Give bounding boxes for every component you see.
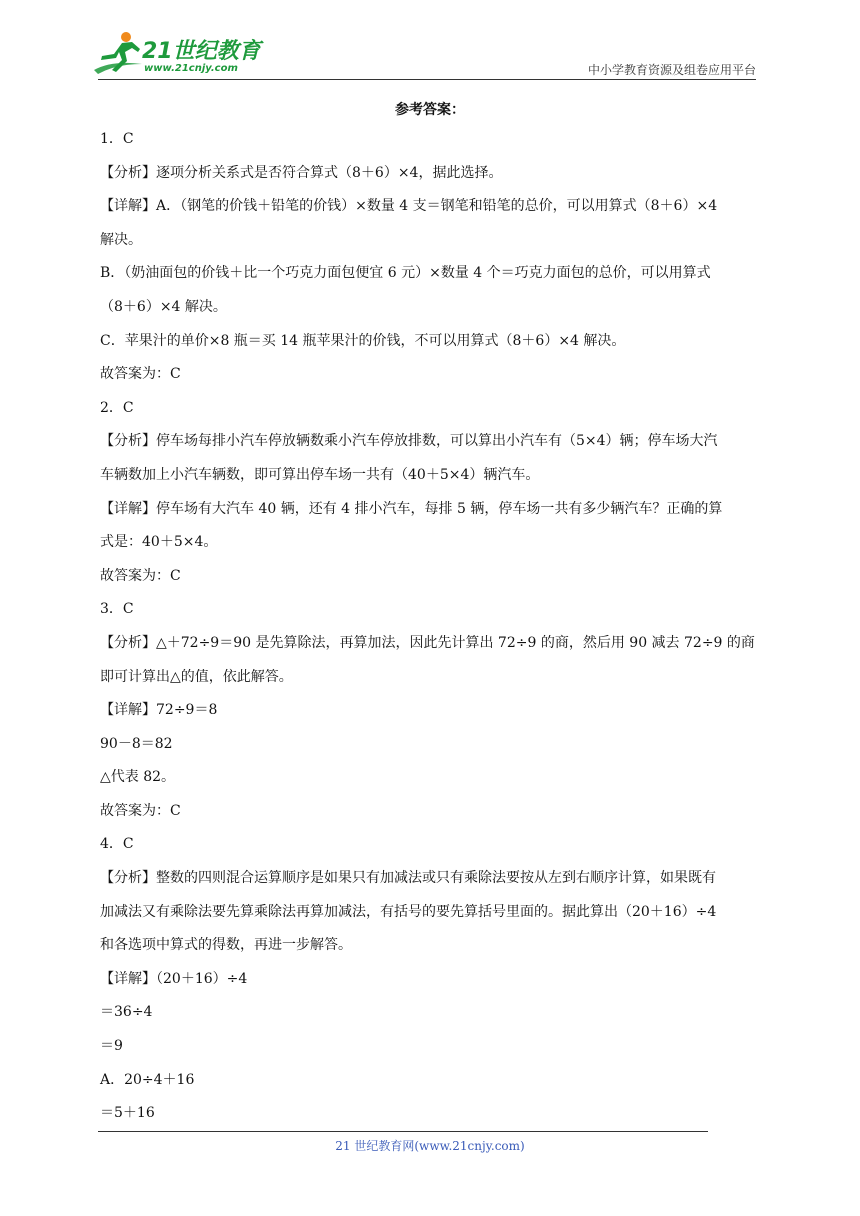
answer-line: 【详解】A．（钢笔的价钱＋铅笔的价钱）×数量 4 支＝钢笔和铅笔的总价，可以用算式（8＋6）×4: [100, 198, 718, 215]
brand-name: 21世纪教育: [142, 39, 261, 64]
answer-line: 和各选项中算式的得数，再进一步解答。: [100, 937, 352, 954]
footer-divider: [98, 1131, 708, 1132]
answer-line: 故答案为：C: [100, 567, 181, 584]
answer-line: 2．C: [100, 399, 134, 416]
answer-line: ＝5＋16: [100, 1105, 155, 1122]
answer-line: 【详解】72÷9＝8: [100, 702, 218, 719]
answer-line: 【分析】整数的四则混合运算顺序是如果只有加减法或只有乘除法要按从左到右顺序计算，如果既有: [100, 870, 716, 887]
answer-line: 即可计算出△的值，依此解答。: [100, 668, 293, 685]
answer-line: C．苹果汁的单价×8 瓶＝买 14 瓶苹果汁的价钱，不可以用算式（8＋6）×4 解决。: [100, 332, 626, 349]
answer-line: 式是：40＋5×4。: [100, 534, 218, 551]
answer-line: 【详解】停车场有大汽车 40 辆，还有 4 排小汽车，每排 5 辆，停车场一共有多少辆汽车？正确的算: [100, 500, 723, 517]
page-title: 参考答案：: [395, 102, 465, 118]
answer-line: 【分析】△＋72÷9＝90 是先算除法，再算加法，因此先计算出 72÷9 的商，然后用 90 减去 72÷9 的商: [100, 634, 755, 651]
platform-label: 中小学教育资源及组卷应用平台: [587, 63, 756, 77]
answer-line: 4．C: [100, 836, 134, 853]
answer-line: 1．C: [100, 131, 134, 147]
answer-line: 【详解】（20＋16）÷4: [100, 970, 248, 987]
answer-line: 3．C: [100, 601, 134, 618]
answer-line: 解决。: [100, 231, 142, 248]
answer-line: 故答案为：C: [100, 802, 181, 819]
answer-content: [100, 97, 760, 1131]
answer-line: A．20÷4＋16: [100, 1071, 195, 1088]
header-divider: [98, 79, 756, 80]
answer-line: ＝9: [100, 1038, 123, 1055]
answer-line: 加减法又有乘除法要先算乘除法再算加减法，有括号的要先算括号里面的。据此算出（20＋16）÷4: [100, 903, 717, 920]
answer-line: （8＋6）×4 解决。: [100, 298, 227, 315]
answer-line: 【分析】逐项分析关系式是否符合算式（8＋6）×4，据此选择。: [100, 164, 503, 181]
brand-url: www.21cnjy.com: [144, 63, 238, 74]
answer-line: B．（奶油面包的价钱＋比一个巧克力面包便宜 6 元）×数量 4 个＝巧克力面包的总价，可以用算式: [100, 265, 711, 282]
answer-line: 故答案为：C: [100, 366, 181, 383]
runner-logo-icon: [92, 30, 144, 74]
answer-line: 【分析】停车场每排小汽车停放辆数乘小汽车停放排数，可以算出小汽车有（5×4）辆；停车场大汽: [100, 433, 718, 450]
site-logo[interactable]: [92, 30, 272, 80]
answer-line: △代表 82。: [100, 769, 176, 786]
page-header: [0, 0, 860, 82]
footer-link[interactable]: 21 世纪教育网(www.21cnjy.com): [335, 1139, 525, 1153]
answer-line: 车辆数加上小汽车辆数，即可算出停车场一共有（40＋5×4）辆汽车。: [100, 466, 540, 483]
answer-line: ＝36÷4: [100, 1004, 153, 1021]
answer-line: 90－8＝82: [100, 735, 173, 752]
